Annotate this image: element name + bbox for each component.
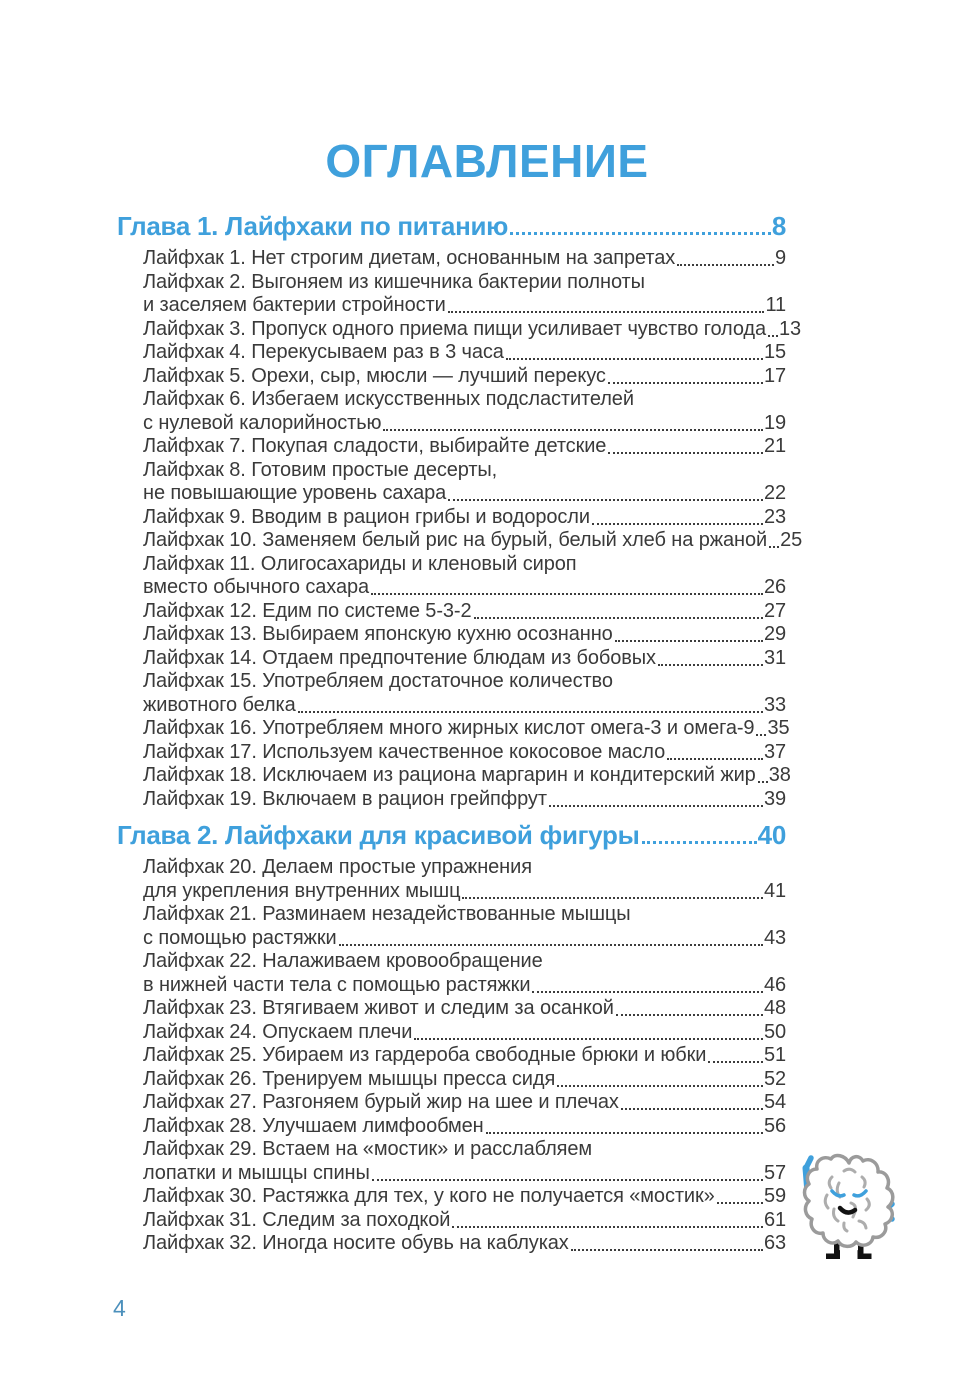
leader-dots [298,711,763,713]
toc-entry-line [143,247,786,271]
toc-entry-line [143,1232,786,1256]
entry-page-number: 57 [763,1161,786,1184]
toc-entry-line [143,788,786,812]
toc-entry-line [143,717,790,741]
entry-text: Лайфхак 31. Следим за походкой [143,1208,451,1231]
entry-text: Лайфхак 21. Разминаем незадействованные мышцы [143,903,631,925]
entry-text: Лайфхак 24. Опускаем плечи [143,1020,413,1043]
entry-text: с помощью растяжки [143,926,337,949]
toc-entry-line [143,694,786,718]
entry-text: Лайфхак 20. Делаем простые упражнения [143,856,532,878]
toc-entry-line [143,647,786,671]
entry-page-number: 22 [763,482,786,504]
leader-dots [621,1108,763,1110]
leader-dots [667,758,763,760]
entry-text: Лайфхак 9. Вводим в рацион грибы и водоросли [143,505,590,528]
entry-text: Лайфхак 25. Убираем из гардероба свободные брюки и юбки [143,1044,707,1066]
entry-page-number: 52 [763,1067,786,1090]
toc-entry-line [143,435,786,459]
entry-page-number: 39 [763,787,786,810]
toc [117,210,803,1264]
entry-page-number: 38 [768,764,791,786]
entry-text: Лайфхак 32. Иногда носите обувь на каблуках [143,1232,569,1254]
leader-dots [532,991,763,993]
chapter-items [143,851,786,1256]
toc-entry-line [143,1091,786,1115]
entry-page-number: 13 [779,317,802,340]
entry-text: Лайфхак 18. Исключаем из рациона маргарин и кондитерский жир [143,764,756,786]
toc-entry-line [143,856,786,880]
entry-text: Лайфхак 3. Пропуск одного приема пищи усиливает чувство голода [143,317,767,340]
entry-text: Лайфхак 29. Встаем на «мостик» и расслабляем [143,1138,593,1160]
entry-text: Лайфхак 12. Едим по системе 5-3-2 [143,599,472,622]
toc-entry-line [143,950,786,974]
leader-dots [677,264,774,266]
leader-dots [452,1226,763,1228]
toc-entry-line [143,506,786,530]
leader-dots [592,523,763,525]
toc-entry-line [143,482,786,506]
toc-entry-line [143,974,786,998]
entry-page-number: 48 [763,997,786,1019]
leader-dots [371,593,763,595]
leader-dots [486,1132,763,1134]
entry-text: Лайфхак 4. Перекусываем раз в 3 часа [143,341,504,363]
toc-entry-line [143,600,786,624]
chapter-heading [117,819,786,851]
toc-entry-line [143,880,786,904]
entry-page-number: 35 [767,717,790,739]
entry-page-number: 21 [763,435,786,457]
entry-page-number: 11 [765,294,786,316]
toc-entry-line [143,927,786,951]
toc-entry-line [143,553,786,577]
entry-text: Лайфхак 8. Готовим простые десерты, [143,458,498,481]
entry-text: и заселяем бактерии стройности [143,294,446,316]
leader-dots [608,382,763,384]
entry-text: Лайфхак 30. Растяжка для тех, у кого не получается «мостик» [143,1185,715,1207]
leader-dots [616,1014,763,1016]
toc-entry-line [143,1185,786,1209]
chapter [117,210,803,811]
leader-dots [642,841,757,844]
entry-text: Лайфхак 6. Избегаем искусственных подсластителей [143,388,634,410]
leader-dots [549,805,763,807]
entry-page-number: 23 [763,505,786,528]
entry-text: Лайфхак 5. Орехи, сыр, мюсли — лучший перекус [143,364,606,387]
toc-entry-line [143,670,786,694]
page-title: ОГЛАВЛЕНИЕ [325,135,649,187]
leader-dots [448,311,765,313]
entry-text: для укрепления внутренних мышц [143,879,461,902]
leader-dots [571,1249,763,1251]
toc-entry-line [143,903,786,927]
entry-text: с нулевой калорийностью [143,411,382,434]
leader-dots [462,897,762,899]
entry-page-number: 56 [763,1114,786,1137]
toc-entry-line [143,997,786,1021]
toc-entry-line [143,459,786,483]
entry-page-number: 19 [763,411,786,434]
leader-dots [474,617,763,619]
entry-text: Лайфхак 1. Нет строгим диетам, основанным на запретах [143,247,676,269]
chapter-page-number: 40 [757,820,786,850]
entry-page-number: 26 [763,576,786,598]
leader-dots [510,232,771,235]
entry-page-number: 25 [780,529,803,551]
leader-dots [608,452,763,454]
entry-text: Лайфхак 22. Налаживаем кровообращение [143,950,543,972]
leader-dots [768,335,778,337]
toc-entry-line [143,412,786,436]
entry-text: Лайфхак 11. Олигосахариды и кленовый сироп [143,552,577,575]
leader-dots [769,546,779,548]
entry-page-number: 15 [763,341,786,363]
entry-text: не повышающие уровень сахара [143,482,447,504]
entry-page-number: 54 [763,1091,786,1113]
entry-text: Лайфхак 15. Употребляем достаточное количество [143,670,613,692]
leader-dots [658,664,763,666]
leader-dots [708,1061,763,1063]
leader-dots [615,640,763,642]
toc-entry-line [143,341,786,365]
chapter-page-number: 8 [771,211,786,241]
toc-entry-line [143,365,786,389]
chapter-items [143,242,803,811]
entry-page-number: 51 [763,1044,786,1066]
entry-page-number: 63 [763,1232,786,1254]
entry-text: Лайфхак 13. Выбираем японскую кухню осознанно [143,623,613,645]
leader-dots [448,499,763,501]
entry-text: Лайфхак 7. Покупая сладости, выбирайте детские [143,435,607,457]
toc-entry-line [143,529,803,553]
entry-page-number: 43 [763,926,786,949]
toc-entry-line [143,1209,786,1233]
toc-entry-line [143,1044,786,1068]
brain-mascot-icon [799,1147,899,1269]
entry-text: Лайфхак 16. Употребляем много жирных кислот омега-3 и омега-9 [143,717,755,739]
toc-entry-line [143,623,786,647]
entry-text: Лайфхак 17. Используем качественное кокосовое масло [143,740,666,763]
toc-entry-line [143,764,791,788]
entry-page-number: 27 [763,599,786,622]
toc-entry-line [143,1021,786,1045]
entry-page-number: 41 [763,879,786,902]
toc-entry-line [143,741,786,765]
leader-dots [414,1038,763,1040]
chapter-title: Глава 1. Лайфхаки по питанию [117,211,509,241]
entry-page-number: 33 [763,693,786,716]
entry-page-number: 29 [763,623,786,645]
entry-page-number: 46 [763,973,786,996]
toc-entry-line [143,388,786,412]
entry-page-number: 50 [763,1020,786,1043]
entry-text: Лайфхак 10. Заменяем белый рис на бурый, белый хлеб на ржаной [143,529,768,551]
toc-entry-line [143,1115,786,1139]
chapter-title: Глава 2. Лайфхаки для красивой фигуры [117,820,640,850]
leader-dots [756,734,766,736]
entry-text: Лайфхак 27. Разгоняем бурый жир на шее и плечах [143,1091,619,1113]
entry-text: в нижней части тела с помощью растяжки [143,973,531,996]
leader-dots [339,944,763,946]
toc-entry-line [143,271,786,295]
entry-text: Лайфхак 2. Выгоняем из кишечника бактерии полноты [143,270,645,293]
entry-page-number: 37 [763,740,786,763]
entry-page-number: 9 [774,247,786,269]
entry-text: Лайфхак 14. Отдаем предпочтение блюдам из бобовых [143,646,656,669]
chapter [117,819,786,1256]
leader-dots [758,781,768,783]
toc-entry-line [143,317,802,342]
entry-text: животного белка [143,693,296,716]
leader-dots [506,358,763,360]
entry-page-number: 17 [763,364,786,387]
leader-dots [372,1179,763,1181]
leader-dots [383,429,763,431]
toc-entry-line [143,294,786,318]
leader-dots [557,1085,763,1087]
leader-dots [717,1202,763,1204]
toc-entry-line [143,1162,786,1186]
chapter-heading [117,210,786,242]
footer-page-number: 4 [113,1295,126,1321]
entry-page-number: 31 [763,646,786,669]
toc-entry-line [143,1138,786,1162]
entry-text: вместо обычного сахара [143,576,370,598]
entry-page-number: 61 [763,1208,786,1231]
entry-text: Лайфхак 19. Включаем в рацион грейпфрут [143,787,547,810]
entry-page-number: 59 [763,1185,786,1207]
toc-entry-line [143,576,786,600]
entry-text: Лайфхак 28. Улучшаем лимфообмен [143,1114,484,1137]
entry-text: Лайфхак 26. Тренируем мышцы пресса сидя [143,1067,556,1090]
entry-text: лопатки и мышцы спины [143,1161,370,1184]
toc-entry-line [143,1068,786,1092]
entry-text: Лайфхак 23. Втягиваем живот и следим за осанкой [143,997,614,1019]
